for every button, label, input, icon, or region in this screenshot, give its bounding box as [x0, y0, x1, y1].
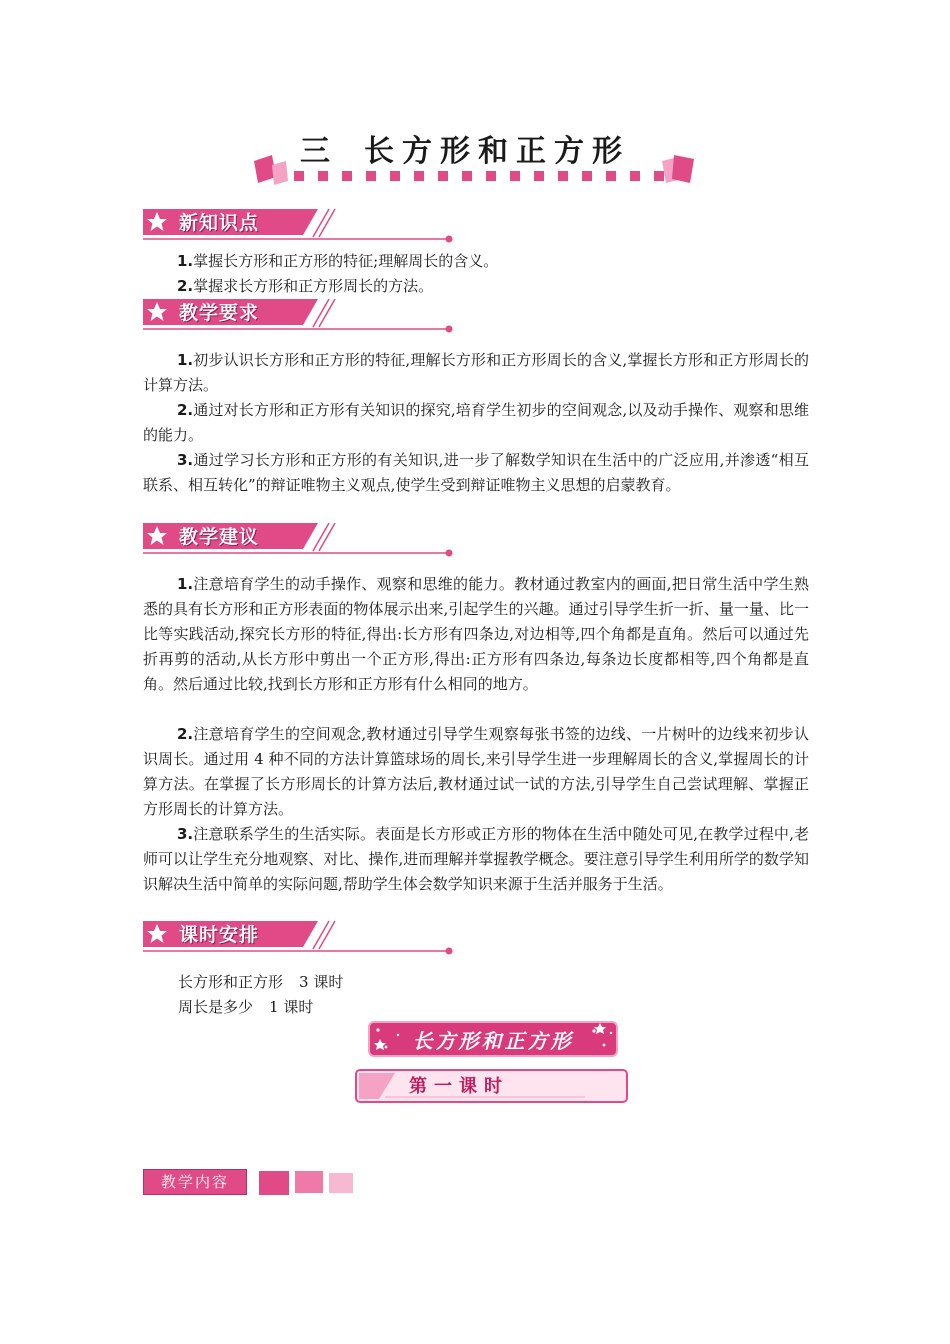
requirement-1: 1.初步认识长方形和正方形的特征,理解长方形和正方形周长的含义,掌握长方形和正方形周长的计算方法。	[143, 351, 809, 394]
content-tag	[143, 1169, 355, 1197]
suggestion-3: 3.注意联系学生的生活实际。表面是长方形或正方形的物体在生活中随处可见,在教学过程中,老师可以让学生充分地观察、对比、操作,进而理解并掌握教学概念。要注意引导学生利用所学的数学知识解决生活中简单的实际问题,帮助学生体会数学知识来源于生活并服务于生活。	[143, 825, 809, 893]
schedule-hours: 1 课时	[269, 998, 314, 1016]
suggestion-2: 2.注意培育学生的空间观念,教材通过引导学生观察每张书签的边线、一片树叶的边线来初步认识周长。通过用 4 种不同的方法计算篮球场的周长,来引导学生进一步理解周长的含义,掌握周长的计算方法。在掌握了长方形周长的计算方法后,教材通过试一试的方法,引导学生自己尝试理解、掌握正方形周长的计算方法。	[143, 725, 809, 818]
section-label: 新知识点	[179, 212, 260, 234]
requirement-3: 3.通过学习长方形和正方形的有关知识,进一步了解数学知识在生活中的广泛应用,并渗透“相互联系、相互转化”的辩证唯物主义观点,使学生受到辩证唯物主义思想的启蒙教育。	[143, 451, 809, 494]
lesson-banner	[368, 1021, 618, 1057]
tag-block-mid	[295, 1171, 323, 1193]
schedule-row	[178, 996, 313, 1018]
section-label: 教学建议	[179, 526, 260, 548]
section-header-schedule	[143, 918, 463, 958]
tag-block-light	[329, 1173, 353, 1193]
tag-block-dark	[259, 1171, 289, 1195]
knowledge-point-1: 1.掌握长方形和正方形的特征;理解周长的含义。	[177, 252, 499, 270]
schedule-topic: 长方形和正方形	[178, 973, 284, 991]
content-tag-label: 教学内容	[143, 1169, 247, 1195]
schedule-topic: 周长是多少	[178, 998, 254, 1016]
period-banner	[355, 1069, 628, 1103]
section-label: 教学要求	[179, 302, 260, 324]
section-label: 课时安排	[179, 924, 260, 946]
section-header-suggestions	[143, 520, 463, 560]
section-header-requirements	[143, 296, 463, 336]
chapter-number: 三	[300, 134, 338, 169]
lesson-banner-title: 长方形和正方形	[412, 1029, 574, 1053]
suggestion-1: 1.注意培育学生的动手操作、观察和思维的能力。教材通过教室内的画面,把日常生活中学生熟悉的具有长方形和正方形表面的物体展示出来,引起学生的兴趣。通过引导学生折一折、量一量、比一比等实践活动,探究长方形的特征,得出:长方形有四条边,对边相等,四个角都是直角。然后可以通过先折再剪的活动,从长方形中剪出一个正方形,得出:正方形有四条边,每条边长度都相等,四个角都是直角。然后通过比较,找到长方形和正方形有什么相同的地方。	[143, 575, 809, 693]
period-banner-label: 第一课时	[409, 1076, 509, 1097]
requirement-2: 2.通过对长方形和正方形有关知识的探究,培育学生初步的空间观念,以及动手操作、观察和思维的能力。	[143, 401, 809, 444]
section-header-new-knowledge	[143, 206, 463, 246]
schedule-row	[178, 971, 343, 993]
title-decoration	[250, 155, 700, 189]
knowledge-point-2: 2.掌握求长方形和正方形周长的方法。	[177, 277, 434, 295]
chapter-title-text: 长方形和正方形	[364, 134, 630, 169]
schedule-hours: 3 课时	[299, 973, 344, 991]
